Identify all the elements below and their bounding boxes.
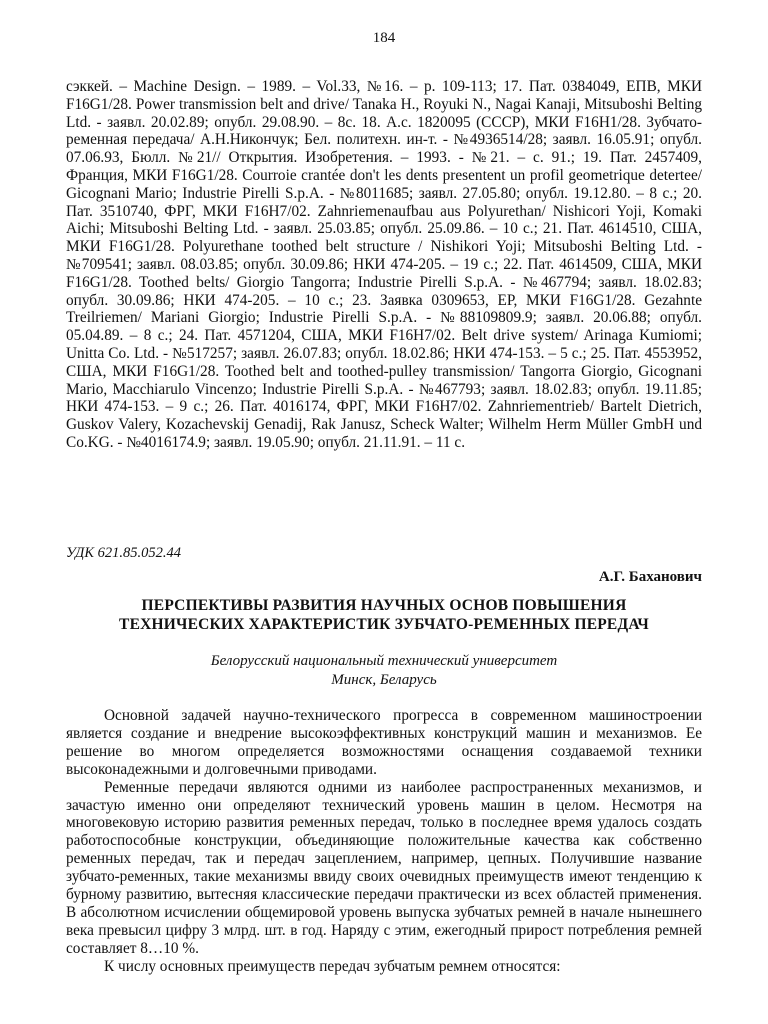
affiliation-university: Белорусский национальный технический университет — [210, 653, 558, 669]
title-line: ПЕРСПЕКТИВЫ РАЗВИТИЯ НАУЧНЫХ ОСНОВ ПОВЫШЕНИЯ — [141, 597, 627, 614]
affiliation — [66, 652, 702, 690]
body-paragraph: Основной задачей научно-технического прогресса в современном машиностроении является создание и внедрение высокоэффективных конструкций машин и механизмов. Ее решение во многом определяется возможностями оснащения создаваемой техники высоконадежными и долговечными приводами. — [66, 707, 702, 778]
affiliation-city: Минск, Беларусь — [331, 672, 437, 688]
article-title — [66, 596, 702, 634]
body-paragraph: К числу основных преимуществ передач зубчатым ремнем относятся: — [104, 957, 561, 975]
author-name: А.Г. Баханович — [598, 569, 702, 585]
article-body — [66, 707, 702, 976]
body-paragraph: Ременные передачи являются одними из наиболее распространенных механизмов, и зачастую именно они определяют технический уровень машин в целом. Несмотря на многовековую историю развития ременных передач, только в последнее время удалось создать работоспособные конструкции, объединяющие положительные качества как собственно ременных передач, так и передач зацеплением, например, цепных. Получившие название зубчато-ременных, такие механизмы ввиду своих очевидных преимуществ имеют тенденцию к бурному развитию, вытесняя классические передачи практически из всех областей применения. В абсолютном исчислении общемировой уровень выпуска зубчатых ремней в начале нынешнего века превысил цифру 3 млрд. шт. в год. Наряду с этим, ежегодный прирост потребления ремней составляет 8…10 %. — [66, 778, 702, 957]
references-continuation: сэккей. – Machine Design. – 1989. – Vol.33, №16. – p. 109-113; 17. Пат. 0384049, ЕПВ, МКИ F16G1/28. Power transmission belt and drive/ Tanaka H., Royuki N., Nagai Kanaji, Mitsuboshi Belting Ltd. - заявл. 20.02.89; опубл. 29.08.90. – 8с. 18. А.с. 1820095 (СССР), МКИ F16H1/28. Зубчато-ременная передача/ А.Н.Никончук; Бел. политехн. ин-т. - №4936514/28; заявл. 16.05.91; опубл. 07.06.93, Бюлл. №21// Открытия. Изобретения. – 1993. - №21. – с. 91.; 19. Пат. 2457409, Франция, МКИ F16G1/28. Courroie crantée don't les dents presentent un profil geometrique detertee/ Gicognani Mario; Industrie Pirelli S.p.A. - №8011685; заявл. 27.05.80; опубл. 19.12.80. – 8 с.; 20. Пат. 3510740, ФРГ, МКИ F16H7/02. Zahnriemenaufbau aus Polyurethan/ Nishicori Yoji, Komaki Aichi; Mitsuboshi Belting Ltd. - заявл. 25.03.85; опубл. 25.09.86. – 10 с.; 21. Пат. 4614510, США, МКИ F16G1/28. Polyurethane toothed belt structure / Nishikori Yoji; Mitsuboshi Belting Ltd. - №709541; заявл. 08.03.85; опубл. 30.09.86; НКИ 474-205. – 19 с.; 22. Пат. 4614509, США, МКИ F16G1/28. Toothed belts/ Giorgio Tangorra; Industrie Pirelli S.p.A. - №467794; заявл. 18.02.83; опубл. 30.09.86; НКИ 474-205. – 10 с.; 23. Заявка 0309653, ЕР, МКИ F16G1/28. Gezahnte Treilriemen/ Mariani Giorgio; Industrie Pirelli S.p.A. - №88109809.9; заявл. 20.06.88; опубл. 05.04.89. – 8 с.; 24. Пат. 4571204, США, МКИ F16H7/02. Belt drive system/ Arinaga Kumiomi; Unitta Co. Ltd. - №517257; заявл. 26.07.83; опубл. 18.02.86; НКИ 474-153. – 5 с.; 25. Пат. 4553952, США, МКИ F16G1/28. Toothed belt and toothed-pulley transmission/ Tangorra Giorgio, Gicognani Mario, Macchiarulo Vincenzo; Industrie Pirelli S.p.A. - №467793; заявл. 18.02.83; опубл. 19.11.85; НКИ 474-153. – 9 с.; 26. Пат. 4016174, ФРГ, МКИ F16H7/02. Zahnriementrieb/ Bartelt Dietrich, Guskov Valery, Kozachevskij Genadij, Rak Janusz, Scheck Walter; Wilhelm Herm Müller GmbH und Co.KG. - №4016174.9; заявл. 19.05.90; опубл. 21.11.91. – 11 с. — [66, 78, 702, 451]
title-line: ТЕХНИЧЕСКИХ ХАРАКТЕРИСТИК ЗУБЧАТО-РЕМЕННЫХ ПЕРЕДАЧ — [119, 616, 649, 633]
udk-code: УДК 621.85.052.44 — [66, 545, 182, 561]
page-number: 184 — [372, 30, 396, 46]
